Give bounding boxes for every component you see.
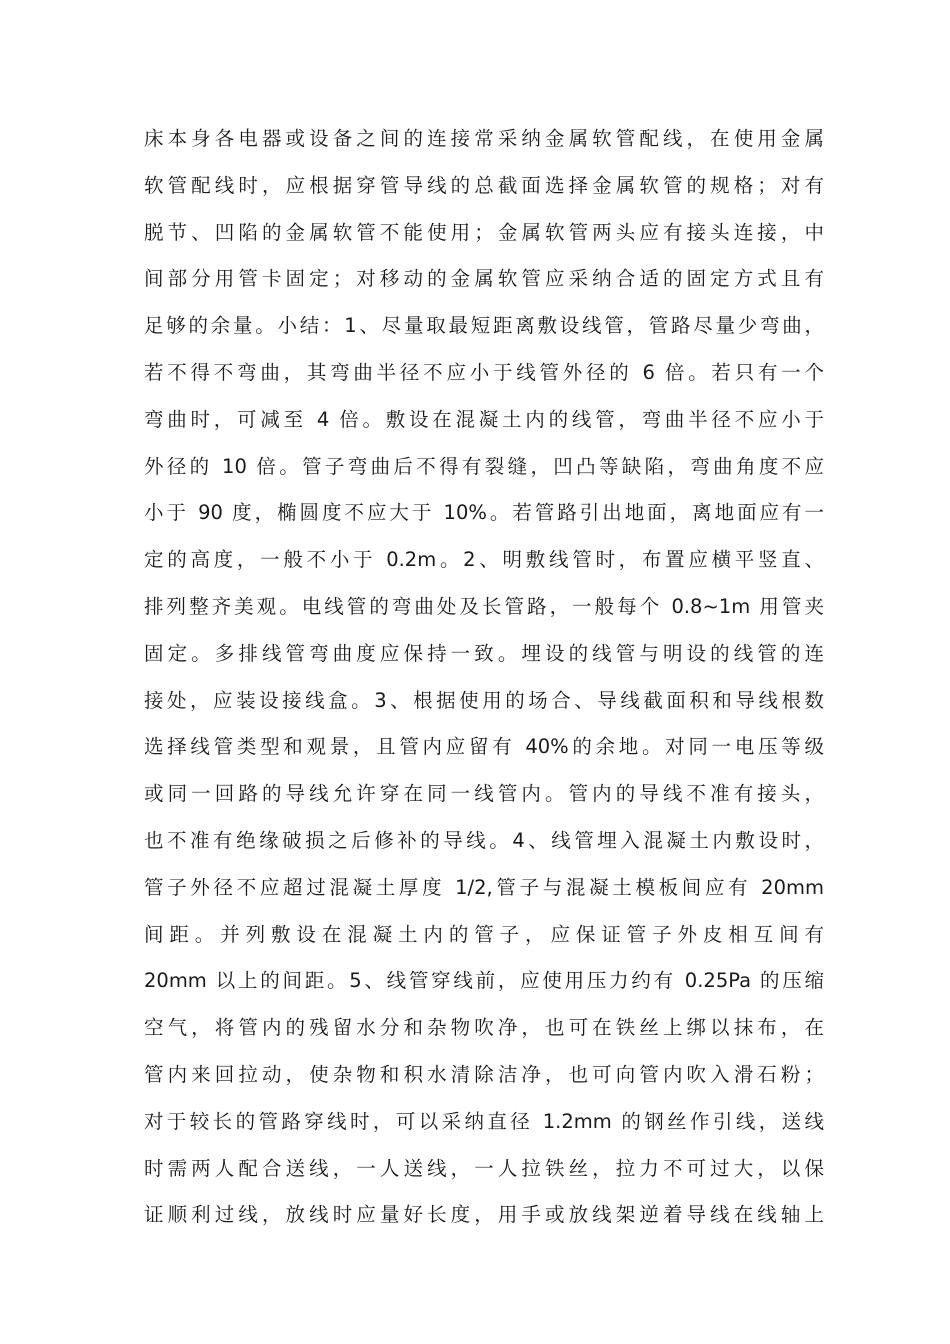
text-line: 选择线管类型和观景，且管内应留有 40%的余地。对同一电压等级 [144,735,824,759]
text-line: 接处，应装设接线盒。3、根据使用的场合、导线截面积和导线根数 [144,688,824,712]
text-line: 弯曲时，可减至 4 倍。敷设在混凝土内的线管，弯曲半径不应小于 [144,407,824,431]
text-line: 定的高度，一般不小于 0.2m。2、明敷线管时，布置应横平竖直、 [144,548,824,572]
text-line: 小于 90 度，椭圆度不应大于 10%。若管路引出地面，离地面应有一 [144,501,824,525]
text-line: 固定。多排线管弯曲度应保持一致。埋设的线管与明设的线管的连 [144,641,824,665]
text-line: 时需两人配合送线，一人送线，一人拉铁丝，拉力不可过大，以保 [144,1156,824,1180]
text-line: 证顺利过线，放线时应量好长度，用手或放线架逆着导线在线轴上 [144,1203,824,1227]
text-line: 管内来回拉动，使杂物和积水清除洁净，也可向管内吹入滑石粉； [144,1062,824,1086]
text-line: 管子外径不应超过混凝土厚度 1/2,管子与混凝土模板间应有 20mm [144,875,824,899]
text-line: 排列整齐美观。电线管的弯曲处及长管路，一般每个 0.8~1m 用管夹 [144,594,824,618]
text-line: 间距。并列敷设在混凝土内的管子，应保证管子外皮相互间有 [144,922,824,946]
body-paragraph [144,116,824,1239]
text-line: 对于较长的管路穿线时，可以采纳直径 1.2mm 的钢丝作引线，送线 [144,1109,824,1133]
text-line: 脱节、凹陷的金属软管不能使用；金属软管两头应有接头连接，中 [144,220,824,244]
text-line: 若不得不弯曲，其弯曲半径不应小于线管外径的 6 倍。若只有一个 [144,360,824,384]
text-line: 也不准有绝缘破损之后修补的导线。4、线管埋入混凝土内敷设时， [144,828,824,852]
text-line: 或同一回路的导线允许穿在同一线管内。管内的导线不准有接头， [144,782,824,806]
text-line: 20mm 以上的间距。5、线管穿线前，应使用压力约有 0.25Pa 的压缩 [144,969,824,993]
text-line: 外径的 10 倍。管子弯曲后不得有裂缝，凹凸等缺陷，弯曲角度不应 [144,454,824,478]
text-line: 间部分用管卡固定；对移动的金属软管应采纳合适的固定方式且有 [144,267,824,291]
text-line: 足够的余量。小结：1、尽量取最短距离敷设线管，管路尽量少弯曲， [144,314,824,338]
text-line: 软管配线时，应根据穿管导线的总截面选择金属软管的规格；对有 [144,173,824,197]
text-line: 床本身各电器或设备之间的连接常采纳金属软管配线，在使用金属 [144,127,824,150]
text-line: 空气，将管内的残留水分和杂物吹净，也可在铁丝上绑以抹布，在 [144,1016,824,1040]
